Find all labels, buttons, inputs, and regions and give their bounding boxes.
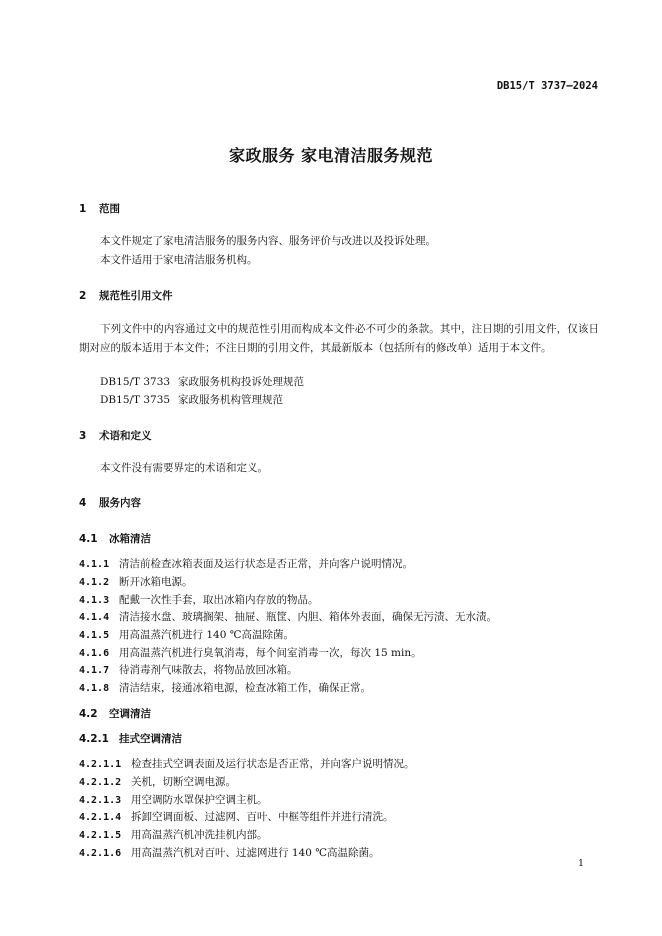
subsection-number: 4.1 xyxy=(79,533,98,545)
section-title: 服务内容 xyxy=(99,497,141,509)
clause-item xyxy=(79,592,319,607)
clause-item xyxy=(79,845,379,860)
clause-item xyxy=(79,792,268,807)
clause-number: 4.2.1.3 xyxy=(79,795,122,806)
clause-text: 用空调防水罩保护空调主机。 xyxy=(131,794,268,806)
clause-text: 用高温蒸汽机进行臭氧消毒，每个间室消毒一次，每次 15 min。 xyxy=(119,647,422,659)
clause-item xyxy=(79,574,193,589)
section-title: 规范性引用文件 xyxy=(99,290,173,302)
subsection-title: 空调清洁 xyxy=(109,708,151,720)
document-title: 家政服务 家电清洁服务规范 xyxy=(228,146,434,165)
section-title: 范围 xyxy=(99,203,120,215)
section-2-paragraph-1: 下列文件中的内容通过文中的规范性引用而构成本文件必不可少的条款。其中，注日期的引用文件，仅该日期对应的版本适用于本文件；不注日期的引用文件，其最新版本（包括所有的修改单）适用于本文件。 xyxy=(79,323,599,354)
clause-item xyxy=(79,662,298,677)
clause-number: 4.2.1.6 xyxy=(79,848,122,859)
reference-item xyxy=(100,392,283,407)
clause-number: 4.1.2 xyxy=(79,577,110,588)
clause-number: 4.2.1.4 xyxy=(79,812,122,823)
clause-item xyxy=(79,627,294,642)
page-number: 1 xyxy=(577,858,584,869)
clause-number: 4.1.6 xyxy=(79,648,110,659)
reference-code: DB15/T 3735 xyxy=(100,394,171,406)
clause-number: 4.1.1 xyxy=(79,559,110,570)
clause-item xyxy=(79,556,413,571)
subsection-4-2-heading xyxy=(79,706,151,721)
section-number: 4 xyxy=(79,497,87,509)
reference-title: 家政服务机构管理规范 xyxy=(178,394,283,406)
clause-text: 清洁接水盘、玻璃搁架、抽屉、瓶筐、内胆、箱体外表面，确保无污渍、无水渍。 xyxy=(119,611,497,623)
clause-number: 4.2.1.1 xyxy=(79,759,122,770)
section-3-heading xyxy=(79,428,152,443)
clause-item xyxy=(79,809,394,824)
clause-item xyxy=(79,609,497,624)
clause-number: 4.1.3 xyxy=(79,595,110,606)
clause-number: 4.1.8 xyxy=(79,683,110,694)
section-1-paragraph-1: 本文件规定了家电清洁服务的服务内容、服务评价与改进以及投诉处理。 xyxy=(100,235,436,247)
subsection-title: 挂式空调清洁 xyxy=(119,733,182,745)
reference-item xyxy=(100,374,304,389)
clause-text: 配戴一次性手套，取出冰箱内存放的物品。 xyxy=(119,594,319,606)
section-number: 3 xyxy=(79,430,87,442)
clause-text: 断开冰箱电源。 xyxy=(119,576,193,588)
section-4-heading xyxy=(79,495,141,510)
section-title: 术语和定义 xyxy=(99,430,152,442)
standard-number: DB15/T 3737—2024 xyxy=(496,80,598,92)
clause-text: 用高温蒸汽机进行 140 ℃高温除菌。 xyxy=(119,629,294,641)
reference-title: 家政服务机构投诉处理规范 xyxy=(178,376,304,388)
section-2-heading xyxy=(79,288,173,303)
clause-number: 4.1.7 xyxy=(79,665,110,676)
section-1-paragraph-2: 本文件适用于家电清洁服务机构。 xyxy=(100,254,258,266)
clause-text: 用高温蒸汽机冲洗挂机内部。 xyxy=(131,829,268,841)
clause-number: 4.2.1.5 xyxy=(79,830,122,841)
section-number: 2 xyxy=(79,290,87,302)
clause-number: 4.1.5 xyxy=(79,630,110,641)
clause-number: 4.1.4 xyxy=(79,612,110,623)
clause-text: 待消毒剂气味散去，将物品放回冰箱。 xyxy=(119,664,298,676)
subsection-title: 冰箱清洁 xyxy=(109,533,151,545)
clause-item xyxy=(79,827,268,842)
clause-item xyxy=(79,774,236,789)
reference-code: DB15/T 3733 xyxy=(100,376,171,388)
clause-item xyxy=(79,756,415,771)
section-number: 1 xyxy=(79,203,87,215)
clause-text: 清洁前检查冰箱表面及运行状态是否正常，并向客户说明情况。 xyxy=(119,558,413,570)
subsection-number: 4.2.1 xyxy=(79,733,109,745)
clause-item xyxy=(79,645,422,660)
clause-text: 检查挂式空调表面及运行状态是否正常，并向客户说明情况。 xyxy=(131,758,415,770)
clause-item xyxy=(79,680,371,695)
section-3-paragraph-1: 本文件没有需要界定的术语和定义。 xyxy=(100,462,268,474)
clause-text: 关机，切断空调电源。 xyxy=(131,776,236,788)
subsection-number: 4.2 xyxy=(79,708,98,720)
clause-text: 用高温蒸汽机对百叶、过滤网进行 140 ℃高温除菌。 xyxy=(131,847,380,859)
clause-text: 清洁结束，接通冰箱电源，检查冰箱工作，确保正常。 xyxy=(119,682,371,694)
clause-text: 拆卸空调面板、过滤网、百叶、中框等组件并进行清洗。 xyxy=(131,811,394,823)
clause-number: 4.2.1.2 xyxy=(79,777,122,788)
subsection-4-2-1-heading xyxy=(79,731,182,746)
subsection-4-1-heading xyxy=(79,531,151,546)
section-1-heading xyxy=(79,201,120,216)
